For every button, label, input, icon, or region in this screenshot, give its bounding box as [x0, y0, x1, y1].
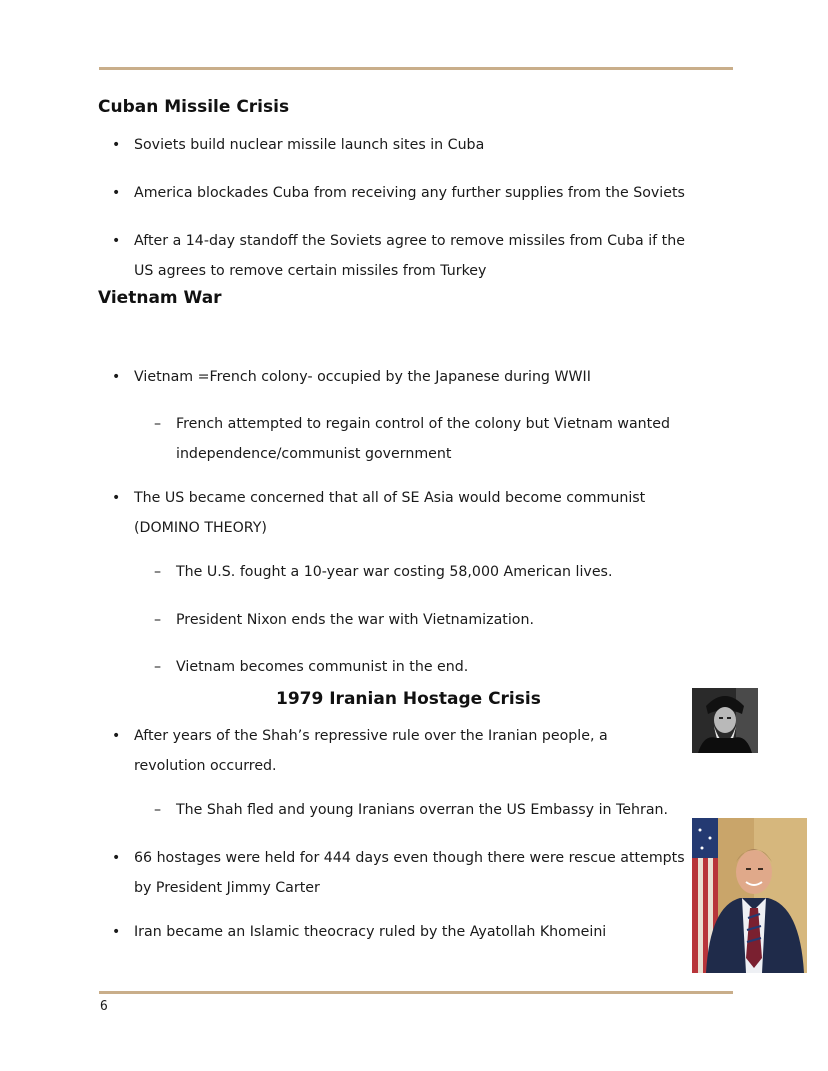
vietnam-war-heading: Vietnam War [98, 288, 222, 308]
iran-sub-1: – The Shah fled and young Iranians overran the US Embassy in Tehran. [176, 795, 696, 825]
vietnam-bullet-2: • The US became concerned that all of SE Asia would become communist (DOMINO THEORY) [134, 483, 694, 543]
cuban-missile-crisis-heading: Cuban Missile Crisis [98, 97, 290, 117]
cuban-bullet-1: • Soviets build nuclear missile launch sites in Cuba [134, 130, 694, 160]
vietnam-sub-3: – President Nixon ends the war with Vietnamization. [176, 605, 696, 635]
iran-bullet-2: • 66 hostages were held for 444 days even though there were rescue attempts by President Jimmy Carter [134, 843, 690, 903]
vietnam-sub-2: – The U.S. fought a 10-year war costing 58,000 American lives. [176, 557, 696, 587]
cuban-bullet-2: • America blockades Cuba from receiving any further supplies from the Soviets [134, 178, 694, 208]
iran-bullet-3: • Iran became an Islamic theocracy ruled by the Ayatollah Khomeini [134, 917, 694, 947]
vietnam-bullet-1: • Vietnam =French colony- occupied by the Japanese during WWII [134, 362, 694, 392]
jimmy-carter-photo [692, 818, 807, 973]
iranian-hostage-crisis-heading: 1979 Iranian Hostage Crisis [276, 689, 541, 709]
khomeini-photo [692, 688, 758, 753]
top-rule [99, 67, 733, 70]
iran-bullet-1: • After years of the Shah’s repressive rule over the Iranian people, a revolution occurred. [134, 721, 664, 781]
vietnam-sub-4: – Vietnam becomes communist in the end. [176, 652, 696, 682]
bottom-rule [99, 991, 733, 994]
vietnam-sub-1: – French attempted to regain control of the colony but Vietnam wanted independence/communist government [176, 409, 696, 469]
cuban-bullet-3: • After a 14-day standoff the Soviets agree to remove missiles from Cuba if the US agrees to remove certain missiles from Turkey [134, 226, 694, 286]
page-number: 6 [100, 999, 108, 1014]
